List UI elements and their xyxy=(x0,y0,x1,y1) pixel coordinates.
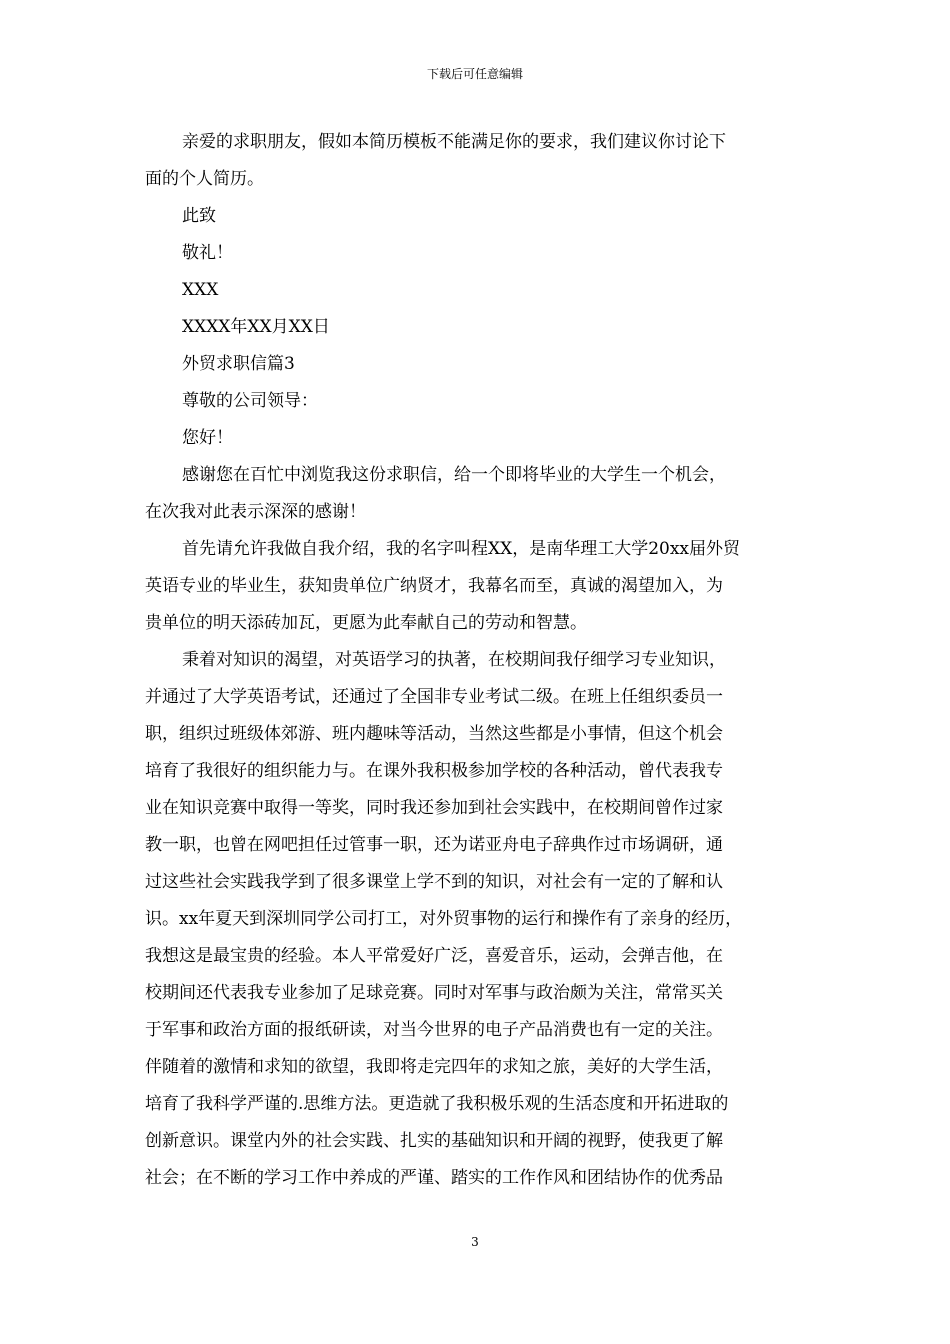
text-line-29: 社会；在不断的学习工作中养成的严谨、踏实的工作作风和团结协作的优秀品 xyxy=(145,1168,723,1188)
text-line-6: XXXX年XX月XX日 xyxy=(182,317,330,337)
text-line-27: 培育了我科学严谨的.思维方法。更造就了我积极乐观的生活态度和开拓进取的 xyxy=(145,1094,729,1114)
text-line-16: 并通过了大学英语考试，还通过了全国非专业考试二级。在班上任组织委员一 xyxy=(145,687,723,707)
text-line-12: 首先请允许我做自我介绍，我的名字叫程XX，是南华理工大学20xx届外贸 xyxy=(182,539,741,559)
page-number: 3 xyxy=(471,1235,479,1249)
text-line-10: 感谢您在百忙中浏览我这份求职信，给一个即将毕业的大学生一个机会， xyxy=(182,465,726,485)
salutation: 尊敬的公司领导： xyxy=(182,391,318,411)
text-line-21: 过这些社会实践我学到了很多课堂上学不到的知识，对社会有一定的了解和认 xyxy=(145,872,723,892)
text-line-15: 秉着对知识的渴望，对英语学习的执著，在校期间我仔细学习专业知识， xyxy=(182,650,726,670)
text-line-3: 此致 xyxy=(182,206,216,226)
text-line-17: 职，组织过班级体郊游、班内趣味等活动，当然这些都是小事情，但这个机会 xyxy=(145,724,723,744)
text-line-25: 于军事和政治方面的报纸研读，对当今世界的电子产品消费也有一定的关注。 xyxy=(145,1020,723,1040)
text-line-14: 贵单位的明天添砖加瓦，更愿为此奉献自己的劳动和智慧。 xyxy=(145,613,587,633)
document-body xyxy=(145,124,810,1197)
text-line-1: 亲爱的求职朋友，假如本简历模板不能满足你的要求，我们建议你讨论下 xyxy=(182,132,726,152)
page-header: 下载后可任意编辑 xyxy=(426,67,523,81)
text-line-24: 校期间还代表我专业参加了足球竞赛。同时对军事与政治颇为关注，常常买关 xyxy=(145,983,723,1003)
text-line-20: 教一职，也曾在网吧担任过管事一职，还为诺亚舟电子辞典作过市场调研，通 xyxy=(145,835,723,855)
text-line-22: 识。xx年夏天到深圳同学公司打工，对外贸事物的运行和操作有了亲身的经历， xyxy=(145,909,743,929)
text-line-11: 在次我对此表示深深的感谢！ xyxy=(145,502,366,522)
text-line-4: 敬礼！ xyxy=(182,243,233,263)
text-line-13: 英语专业的毕业生，获知贵单位广纳贤才，我幕名而至，真诚的渴望加入，为 xyxy=(145,576,723,596)
greeting: 您好！ xyxy=(182,428,233,448)
text-line-2: 面的个人简历。 xyxy=(145,169,264,189)
text-line-19: 业在知识竞赛中取得一等奖，同时我还参加到社会实践中，在校期间曾作过家 xyxy=(145,798,723,818)
text-line-23: 我想这是最宝贵的经验。本人平常爱好广泛，喜爱音乐，运动，会弹吉他，在 xyxy=(145,946,723,966)
text-line-5: XXX xyxy=(182,280,219,300)
section-heading: 外贸求职信篇3 xyxy=(182,354,295,374)
text-line-26: 伴随着的激情和求知的欲望，我即将走完四年的求知之旅，美好的大学生活， xyxy=(145,1057,723,1077)
text-line-18: 培育了我很好的组织能力与。在课外我积极参加学校的各种活动，曾代表我专 xyxy=(145,761,723,781)
text-line-28: 创新意识。课堂内外的社会实践、扎实的基础知识和开阔的视野，使我更了解 xyxy=(145,1131,723,1151)
